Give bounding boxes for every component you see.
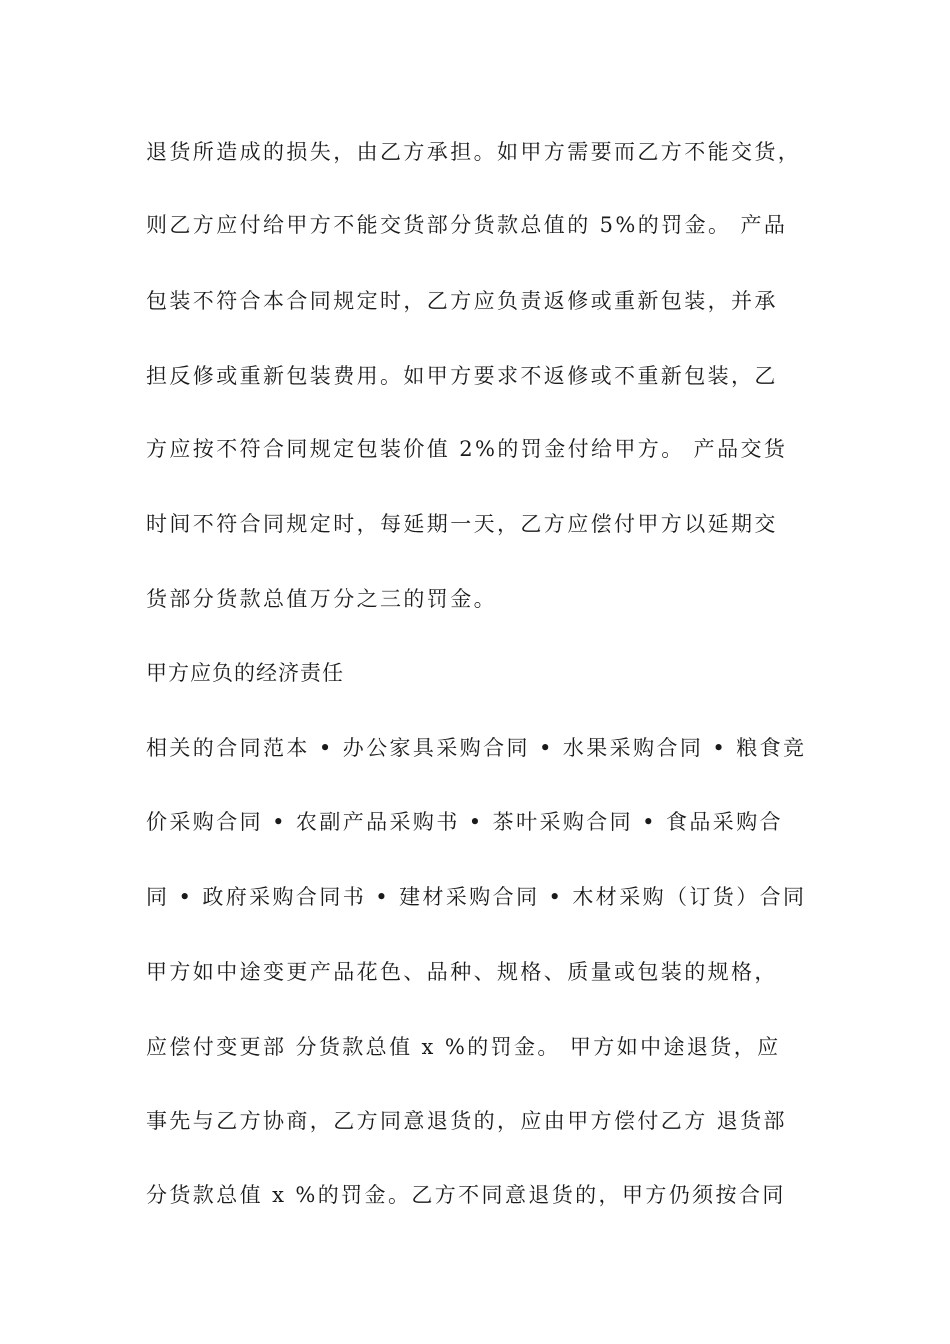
section-heading: 甲方应负的经济责任	[146, 661, 344, 685]
text-line-14: 事先与乙方协商，乙方同意退货的，应由甲方偿付乙方 退货部	[146, 1109, 787, 1133]
text-line-4: 担反修或重新包装费用。如甲方要求不返修或不重新包装，乙	[146, 364, 778, 388]
text-line-3: 包装不符合本合同规定时，乙方应负责返修或重新包装，并承	[146, 289, 778, 313]
text-line-6: 时间不符合同规定时，每延期一天，乙方应偿付甲方以延期交	[146, 512, 778, 536]
text-line-5: 方应按不符合同规定包装价值 2%的罚金付给甲方。 产品交货	[146, 437, 788, 461]
text-line-13: 应偿付变更部 分货款总值 x %的罚金。 甲方如中途退货，应	[146, 1035, 781, 1059]
text-line-2: 则乙方应付给甲方不能交货部分货款总值的 5%的罚金。 产品	[146, 213, 788, 237]
related-templates-line-2: 价采购合同 • 农副产品采购书 • 茶叶采购合同 • 食品采购合	[146, 810, 784, 834]
text-line-1: 退货所造成的损失，由乙方承担。如甲方需要而乙方不能交货，	[146, 140, 802, 164]
related-templates-line-1: 相关的合同范本 • 办公家具采购合同 • 水果采购合同 • 粮食竞	[146, 736, 807, 760]
text-line-7: 货部分货款总值万分之三的罚金。	[146, 587, 497, 611]
text-line-15: 分货款总值 x %的罚金。乙方不同意退货的，甲方仍须按合同	[146, 1183, 786, 1207]
text-line-12: 甲方如中途变更产品花色、品种、规格、质量或包装的规格，	[146, 960, 778, 984]
related-templates-line-3: 同 • 政府采购合同书 • 建材采购合同 • 木材采购（订货）合同	[146, 885, 807, 909]
